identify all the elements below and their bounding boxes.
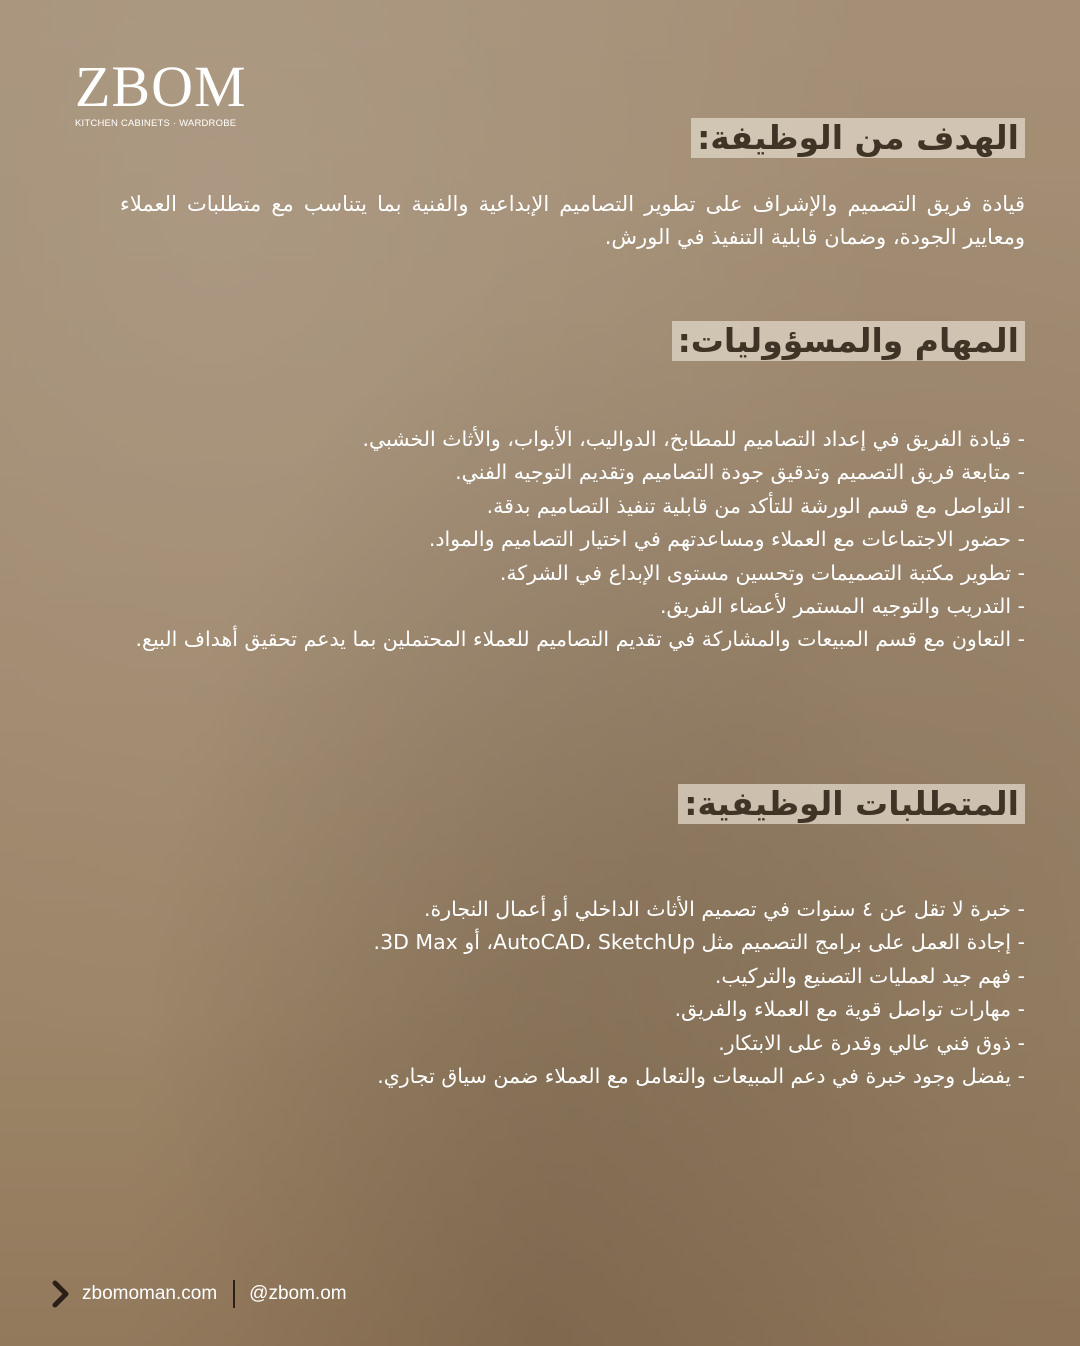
social-handle-link[interactable]: @zbom.om bbox=[249, 1283, 347, 1304]
list-item: - خبرة لا تقل عن ٤ سنوات في تصميم الأثاث الداخلي أو أعمال النجارة. bbox=[423, 897, 1025, 921]
requirements-heading: المتطلبات الوظيفية: bbox=[678, 784, 1025, 824]
list-item: - ذوق فني عالي وقدرة على الابتكار. bbox=[718, 1030, 1025, 1055]
tasks-heading: المهام والمسؤوليات: bbox=[672, 321, 1025, 361]
requirements-list bbox=[120, 893, 1025, 1093]
goal-heading: الهدف من الوظيفة: bbox=[691, 118, 1025, 158]
list-item: - التواصل مع قسم الورشة للتأكد من قابلية تنفيذ التصاميم بدقة. bbox=[486, 493, 1025, 518]
chevron-right-icon bbox=[50, 1279, 72, 1309]
footer bbox=[50, 1278, 347, 1310]
tasks-section bbox=[120, 321, 1025, 361]
list-item: - يفضل وجود خبرة في دعم المبيعات والتعامل مع العملاء ضمن سياق تجاري. bbox=[377, 1064, 1025, 1089]
goal-body bbox=[120, 188, 1025, 254]
tasks-list bbox=[120, 423, 1025, 657]
list-item: - فهم جيد لعمليات التصنيع والتركيب. bbox=[714, 963, 1025, 988]
list-item: - متابعة فريق التصميم وتدقيق جودة التصاميم وتقديم التوجيه الفني. bbox=[455, 460, 1025, 485]
list-item: - مهارات تواصل قوية مع العملاء والفريق. bbox=[674, 997, 1025, 1022]
brand-tagline: KITCHEN CABINETS · WARDROBE bbox=[75, 118, 237, 129]
goal-text: قيادة فريق التصميم والإشراف على تطوير التصاميم الإبداعية والفنية بما يتناسب مع متطلبات العملاء ومعايير الجودة، وضمان قابلية التنفيذ في الورش. bbox=[120, 192, 1025, 249]
footer-divider bbox=[233, 1280, 235, 1308]
requirements-body bbox=[120, 893, 1025, 1093]
list-item: - حضور الاجتماعات مع العملاء ومساعدتهم في اختيار التصاميم والمواد. bbox=[428, 527, 1025, 552]
list-item: - التدريب والتوجيه المستمر لأعضاء الفريق. bbox=[659, 594, 1025, 619]
list-item: - تطوير مكتبة التصميمات وتحسين مستوى الإبداع في الشركة. bbox=[499, 560, 1025, 585]
requirements-section bbox=[120, 784, 1025, 824]
list-item: - قيادة الفريق في إعداد التصاميم للمطابخ، الدواليب، الأبواب، والأثاث الخشبي. bbox=[362, 427, 1025, 451]
website-link[interactable]: zbomoman.com bbox=[82, 1283, 218, 1304]
brand-name: ZBOM bbox=[75, 54, 247, 119]
tasks-body bbox=[120, 423, 1025, 657]
list-item: - إجادة العمل على برامج التصميم مثل AutoCAD، SketchUp، أو 3D Max. bbox=[373, 930, 1025, 955]
goal-section bbox=[120, 118, 1025, 158]
list-item: - التعاون مع قسم المبيعات والمشاركة في تقديم التصاميم للعملاء المحتملين بما يدعم تحقيق أهداف البيع. bbox=[135, 627, 1025, 652]
